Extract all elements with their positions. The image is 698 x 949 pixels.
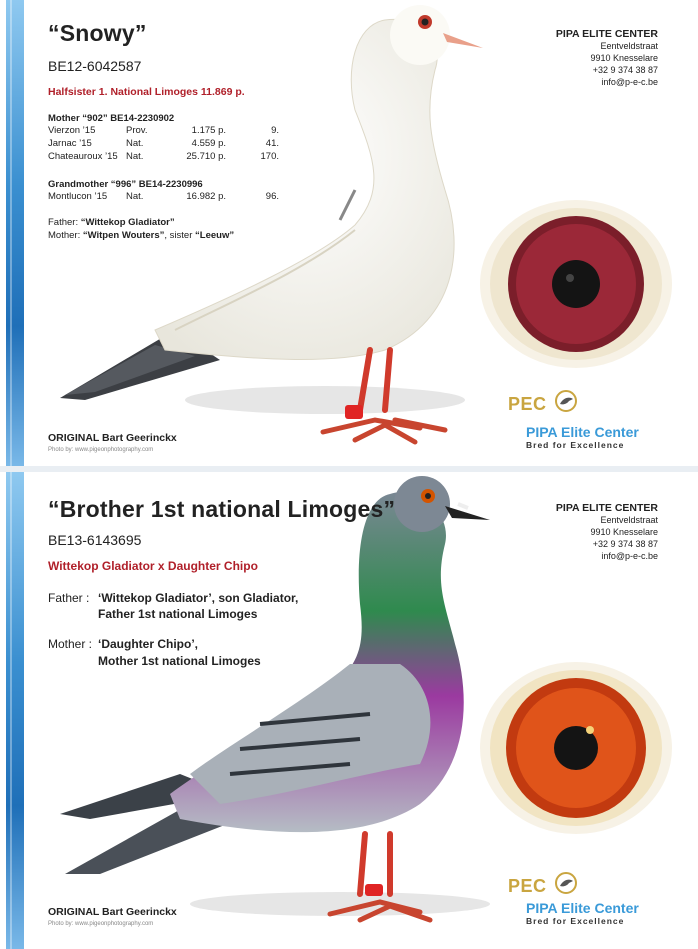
race-cell: Vierzon ’15 xyxy=(48,125,96,136)
bird-logo-icon xyxy=(551,390,581,412)
level-cell: Prov. xyxy=(126,125,148,136)
pec-name xyxy=(526,900,639,926)
father-line1: ‘Wittekop Gladiator’, son Gladiator, xyxy=(98,591,299,605)
mother-line1: ‘Daughter Chipo’, xyxy=(98,637,198,651)
sister-text: , sister xyxy=(164,230,196,241)
headline-pedigree: Wittekop Gladiator x Daughter Chipo xyxy=(48,559,258,573)
table-row xyxy=(48,191,279,204)
contact-block xyxy=(556,502,658,562)
contact-title: PIPA ELITE CENTER xyxy=(555,502,658,514)
photo-credit: Photo by: www.pigeonphotography.com xyxy=(48,447,154,453)
father-line xyxy=(48,217,175,228)
ring-number: BE12-6042587 xyxy=(48,58,142,74)
race-cell: Montlucon ’15 xyxy=(48,191,108,202)
level-cell: Nat. xyxy=(126,138,144,149)
mother-block xyxy=(48,636,198,652)
headline-achievement: Halfsister 1. National Limoges 11.869 p. xyxy=(48,86,245,98)
mother-label: Mother : xyxy=(48,637,93,651)
ring-number: BE13-6143695 xyxy=(48,532,142,548)
father-block xyxy=(48,590,299,606)
father-line2: Father 1st national Limoges xyxy=(98,607,258,621)
contact-city: 9910 Knesselare xyxy=(590,527,658,537)
contact-street: Eentveldstraat xyxy=(600,515,658,525)
pigeon-name: “Snowy” xyxy=(48,20,147,46)
grandmother-title: Grandmother “996” BE14-2230996 xyxy=(48,179,203,190)
race-cell: Jarnac ’15 xyxy=(48,138,92,149)
sister-value: “Leeuw” xyxy=(195,230,235,241)
place-cell: 9. xyxy=(271,125,279,136)
place-cell: 170. xyxy=(260,151,279,162)
pec-logo xyxy=(508,390,581,415)
contact-email[interactable]: info@p-e-c.be xyxy=(601,77,658,87)
grandmother-results-table xyxy=(48,191,279,204)
original-breeder: ORIGINAL Bart Geerinckx xyxy=(48,432,177,444)
contact-street: Eentveldstraat xyxy=(600,41,658,51)
table-row xyxy=(48,125,279,138)
table-row xyxy=(48,151,279,164)
birds-cell: 1.175 p. xyxy=(191,125,226,136)
blue-side-bar xyxy=(6,0,24,466)
pigeon-card-snowy xyxy=(0,0,698,466)
pec-name-text: PIPA Elite Center xyxy=(526,424,639,440)
eye-image-bottom xyxy=(478,660,674,836)
mother-results-table xyxy=(48,125,279,164)
pigeon-card-brother xyxy=(0,472,698,949)
contact-phone: +32 9 374 38 87 xyxy=(592,539,658,549)
father-value: “Wittekop Gladiator” xyxy=(80,217,175,228)
contact-title: PIPA ELITE CENTER xyxy=(555,28,658,40)
race-cell: Chateauroux ’15 xyxy=(48,151,118,162)
mother-value: “Witpen Wouters” xyxy=(82,230,165,241)
father-label: Father : xyxy=(48,591,90,605)
birds-cell: 16.982 p. xyxy=(186,191,226,202)
place-cell: 96. xyxy=(265,191,279,202)
original-breeder: ORIGINAL Bart Geerinckx xyxy=(48,906,177,918)
pec-text: PEC xyxy=(508,394,547,414)
blue-side-bar xyxy=(6,472,24,949)
pigeon-name: “Brother 1st national Limoges” xyxy=(48,496,396,522)
pec-name-text: PIPA Elite Center xyxy=(526,900,639,916)
father-label: Father: xyxy=(48,217,81,228)
contact-email[interactable]: info@p-e-c.be xyxy=(601,551,658,561)
photo-credit: Photo by: www.pigeonphotography.com xyxy=(48,921,154,927)
place-cell: 41. xyxy=(265,138,279,149)
mother-label: Mother: xyxy=(48,230,83,241)
contact-phone: +32 9 374 38 87 xyxy=(592,65,658,75)
pec-name xyxy=(526,424,639,450)
pec-text: PEC xyxy=(508,876,547,896)
contact-block xyxy=(556,28,658,88)
contact-city: 9910 Knesselare xyxy=(590,53,658,63)
bird-logo-icon xyxy=(551,872,581,894)
eye-image-top xyxy=(478,198,674,370)
level-cell: Nat. xyxy=(126,191,144,202)
mother-line xyxy=(48,230,234,241)
birds-cell: 25.710 p. xyxy=(186,151,226,162)
table-row xyxy=(48,138,279,151)
pec-tagline: Bred for Excellence xyxy=(526,440,625,450)
birds-cell: 4.559 p. xyxy=(191,138,226,149)
pec-tagline: Bred for Excellence xyxy=(526,916,625,926)
pec-logo xyxy=(508,872,581,897)
mother-line2: Mother 1st national Limoges xyxy=(98,654,261,668)
level-cell: Nat. xyxy=(126,151,144,162)
mother-title: Mother “902” BE14-2230902 xyxy=(48,113,175,124)
